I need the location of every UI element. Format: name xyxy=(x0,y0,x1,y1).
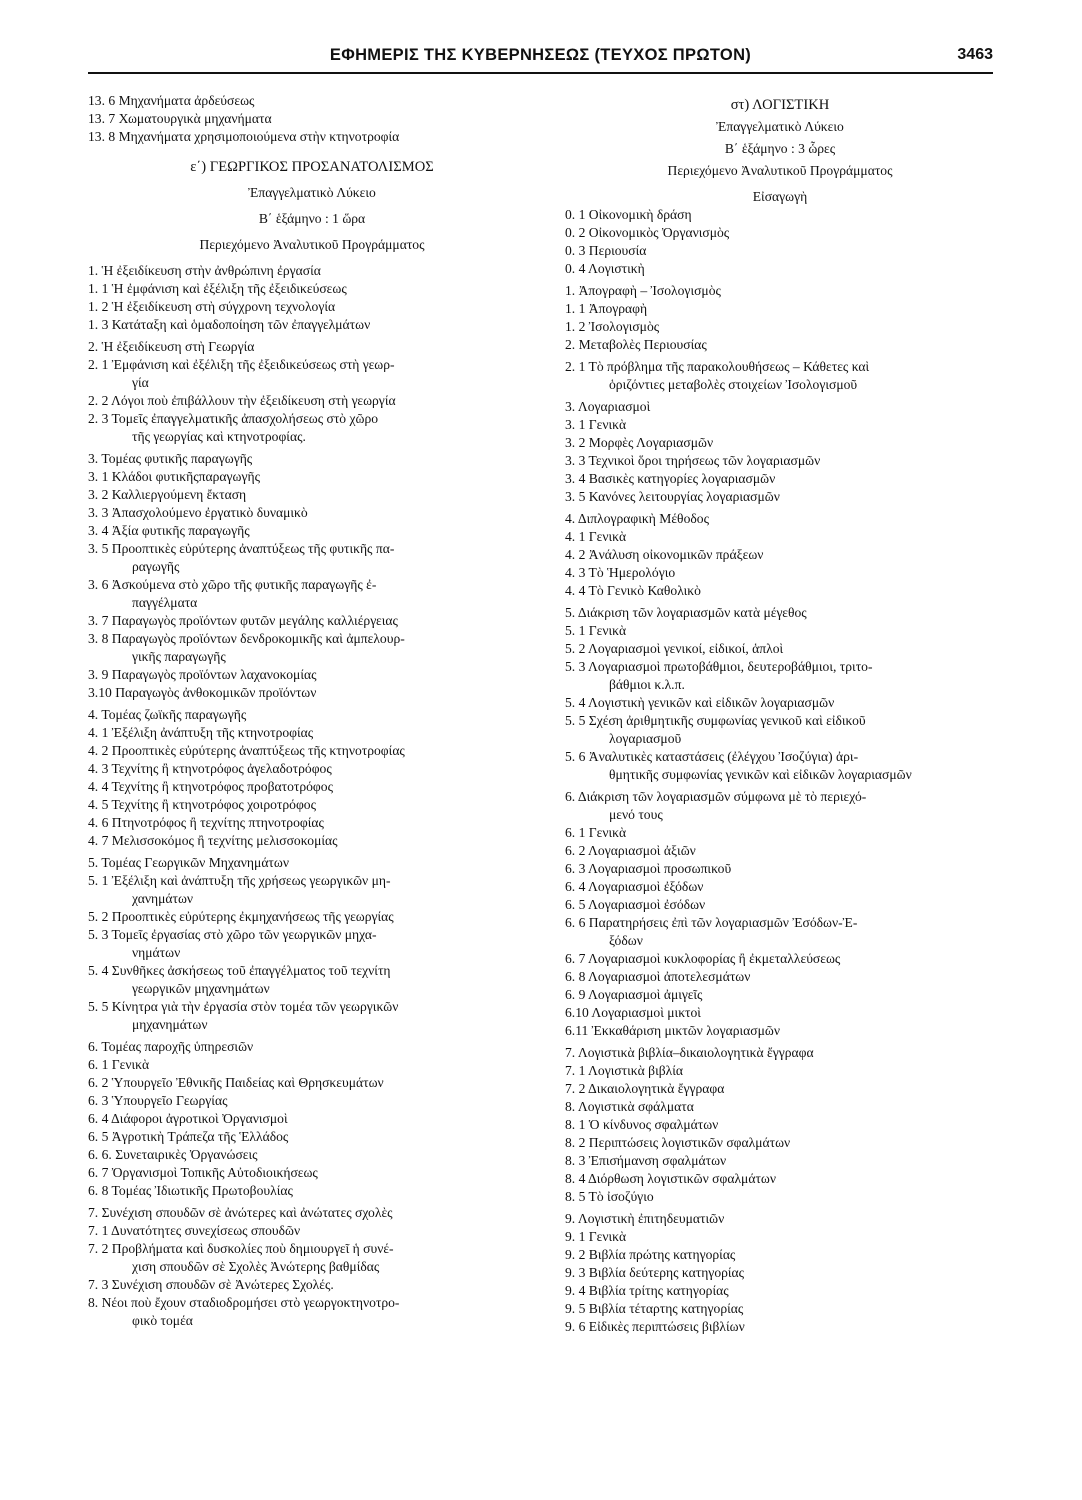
outline-item: 4. Διπλογραφικὴ Μέθοδος xyxy=(565,511,709,526)
outline-item: 0. 3 Περιουσία xyxy=(565,243,647,258)
outline-item: 3. 4 Ἀξία φυτικῆς παραγωγῆς xyxy=(88,523,250,538)
outline-item: 3. 1 Κλάδοι φυτικῆςπαραγωγῆς xyxy=(88,469,260,484)
spacer xyxy=(88,228,536,236)
spacer xyxy=(565,180,995,184)
outline-item: 4. 3 Τεχνίτης ἢ κτηνοτρόφος ἀγελαδοτρόφος xyxy=(88,761,332,776)
section-heading: ε΄) ΓΕΩΡΓΙΚΟΣ ΠΡΟΣΑΝΑΤΟΛΙΣΜΟΣ xyxy=(190,159,434,175)
outline-item: 2. 2 Λόγοι ποὺ ἐπιβάλλουν τὴν ἐξειδίκευση στὴ γεωργία xyxy=(88,393,396,408)
outline-item: 6. 4 Λογαριασμοὶ ἐξόδων xyxy=(565,879,704,894)
outline-item: 0. 2 Οἰκονομικὸς Ὀργανισμὸς xyxy=(565,225,730,240)
outline-item: 1. Ἡ ἐξειδίκευση στὴν ἀνθρώπινη ἐργασία xyxy=(88,263,321,278)
outline-item: 1. 1 Ἡ ἐμφάνιση καὶ ἐξέλιξη τῆς ἐξειδικεύσεως xyxy=(88,281,347,296)
outline-item: 7. Συνέχιση σπουδῶν σὲ ἀνώτερες καὶ ἀνώτατες σχολὲς xyxy=(88,1205,393,1220)
outline-item-continuation: γεωργικῶν μηχανημάτων xyxy=(132,981,270,996)
section-heading: στ) ΛΟΓΙΣΤΙΚΗ xyxy=(730,97,830,113)
outline-item: 4. 1 Ἐξέλιξη ἀνάπτυξη τῆς κτηνοτροφίας xyxy=(88,725,314,740)
outline-item: 3. 8 Παραγωγὸς προϊόντων δενδροκομικῆς καὶ ἀμπελουρ- xyxy=(88,631,405,646)
outline-item-continuation: ὁριζόντιες μεταβολὲς στοιχείων Ἰσολογισμοῦ xyxy=(609,377,858,392)
subsection-label: Εἰσαγωγὴ xyxy=(752,189,808,204)
outline-item: 5. 6 Ἀναλυτικὲς καταστάσεις (ἐλέγχου Ἰσοζύγια) ἀρι- xyxy=(565,749,859,764)
section-subtitle: Ἐπαγγελματικὸ Λύκειο xyxy=(248,185,376,200)
outline-item: 6. 4 Διάφοροι ἀγροτικοὶ Ὀργανισμοὶ xyxy=(88,1111,288,1126)
outline-item: 8. 1 Ὁ κίνδυνος σφαλμάτων xyxy=(565,1117,719,1132)
outline-item: 9. 1 Γενικὰ xyxy=(565,1229,627,1244)
outline-item: 5. 4 Λογιστικὴ γενικῶν καὶ εἰδικῶν λογαριασμῶν xyxy=(565,695,835,710)
outline-item: 6. 1 Γενικὰ xyxy=(88,1057,150,1072)
outline-item: 3. 1 Γενικὰ xyxy=(565,417,627,432)
outline-item: 13. 8 Μηχανήματα χρησιμοποιούμενα στὴν κτηνοτροφία xyxy=(88,129,400,144)
outline-item-continuation: ξόδων xyxy=(609,933,643,948)
outline-item: 3. 5 Κανόνες λειτουργίας λογαριασμῶν xyxy=(565,489,780,504)
outline-item: 7. 2 Προβλήματα καὶ δυσκολίες ποὺ δημιουργεῖ ἡ συνέ- xyxy=(88,1241,394,1256)
outline-item: 3. 2 Καλλιεργούμενη ἔκταση xyxy=(88,487,247,502)
outline-item-continuation: χιση σπουδῶν σὲ Σχολὲς Ἀνώτερης βαθμίδας xyxy=(132,1259,380,1274)
outline-item: 1. 3 Κατάταξη καὶ ὁμαδοποίηση τῶν ἐπαγγελμάτων xyxy=(88,317,371,332)
section-subtitle: Β΄ ἑξάμηνο : 1 ὥρα xyxy=(258,211,366,226)
outline-item: 3. 2 Μορφὲς Λογαριασμῶν xyxy=(565,435,714,450)
outline-item: 8. 2 Περιπτώσεις λογιστικῶν σφαλμάτων xyxy=(565,1135,791,1150)
outline-item: 6. 1 Γενικὰ xyxy=(565,825,627,840)
outline-item: 0. 4 Λογιστικὴ xyxy=(565,261,645,276)
outline-item: 6. 6 Παρατηρήσεις ἐπὶ τῶν λογαριασμῶν Ἐσόδων-Ἐ- xyxy=(565,915,858,930)
outline-item: 4. 5 Τεχνίτης ἢ κτηνοτρόφος χοιροτρόφος xyxy=(88,797,316,812)
outline-item: 7. 1 Δυνατότητες συνεχίσεως σπουδῶν xyxy=(88,1223,301,1238)
outline-item: 2. Ἡ ἐξειδίκευση στὴ Γεωργία xyxy=(88,339,255,354)
outline-item: 3.10 Παραγωγὸς ἀνθοκομικῶν προϊόντων xyxy=(88,685,317,700)
outline-item: 6. 5 Ἀγροτικὴ Τράπεζα τῆς Ἑλλάδος xyxy=(88,1129,289,1144)
outline-item: 3. 3 Τεχνικοὶ ὅροι τηρήσεως τῶν λογαριασμῶν xyxy=(565,453,821,468)
outline-item: 3. Λογαριασμοὶ xyxy=(565,399,651,414)
outline-item-continuation: χανημάτων xyxy=(132,891,194,906)
outline-item: 3. 3 Ἀπασχολούμενο ἐργατικὸ δυναμικὸ xyxy=(88,505,308,520)
outline-item-continuation: θμητικῆς συμφωνίας γενικῶν καὶ εἰδικῶν λογαριασμῶν xyxy=(609,767,912,782)
outline-item: 6. 7 Ὀργανισμοὶ Τοπικῆς Αὐτοδιοικήσεως xyxy=(88,1165,318,1180)
outline-item: 8. Λογιστικὰ σφάλματα xyxy=(565,1099,694,1114)
outline-item: 2. 3 Τομεῖς ἐπαγγελματικῆς ἀπασχολήσεως στὸ χῶρο xyxy=(88,411,379,426)
outline-item-continuation: τῆς γεωργίας καὶ κτηνοτροφίας. xyxy=(132,429,306,444)
outline-item: 2. 1 Τὸ πρόβλημα τῆς παρακολουθήσεως – Κάθετες καὶ xyxy=(565,359,870,374)
outline-item: 5. 1 Ἐξέλιξη καὶ ἀνάπτυξη τῆς χρήσεως γεωργικῶν μη- xyxy=(88,873,391,888)
outline-item-continuation: μηχανημάτων xyxy=(132,1017,208,1032)
outline-item: 5. 5 Σχέση ἀριθμητικῆς συμφωνίας γενικοῦ καὶ εἰδικοῦ xyxy=(565,713,866,728)
outline-item: 6. 2 Λογαριασμοὶ ἀξιῶν xyxy=(565,843,696,858)
outline-item-continuation: παγγέλματα xyxy=(132,595,198,610)
outline-item: 7. Λογιστικὰ βιβλία–δικαιολογητικὰ ἔγγραφα xyxy=(565,1045,814,1060)
outline-item-continuation: γία xyxy=(132,375,149,390)
outline-item: 9. 6 Εἰδικὲς περιπτώσεις βιβλίων xyxy=(565,1319,745,1334)
outline-item: 13. 6 Μηχανήματα ἀρδεύσεως xyxy=(88,93,255,108)
outline-item: 6. 3 Λογαριασμοὶ προσωπικοῦ xyxy=(565,861,732,876)
outline-item: 3. 4 Βασικὲς κατηγορίες λογαριασμῶν xyxy=(565,471,776,486)
outline-item: 4. 4 Τὸ Γενικὸ Καθολικὸ xyxy=(565,583,701,598)
outline-item: 6. 5 Λογαριασμοὶ ἐσόδων xyxy=(565,897,706,912)
outline-item: 6.10 Λογαριασμοὶ μικτοὶ xyxy=(565,1005,701,1020)
outline-item-continuation: γικῆς παραγωγῆς xyxy=(132,649,226,664)
outline-item: 7. 2 Δικαιολογητικὰ ἔγγραφα xyxy=(565,1081,725,1096)
outline-item: 3. 9 Παραγωγὸς προϊόντων λαχανοκομίας xyxy=(88,667,317,682)
outline-item: 6. 2 Ὑπουργεῖο Ἐθνικῆς Παιδείας καὶ Θρησκευμάτων xyxy=(88,1075,384,1090)
outline-item: 7. 1 Λογιστικὰ βιβλία xyxy=(565,1063,684,1078)
outline-item: 3. Τομέας φυτικῆς παραγωγῆς xyxy=(88,451,253,466)
page-header xyxy=(88,44,993,74)
spacer xyxy=(88,146,536,154)
outline-item: 5. 3 Λογαριασμοὶ πρωτοβάθμιοι, δευτεροβάθμιοι, τριτο- xyxy=(565,659,873,674)
outline-item: 5. 5 Κίνητρα γιὰ τὴν ἐργασία στὸν τομέα τῶν γεωργικῶν xyxy=(88,999,399,1014)
outline-item: 2. Μεταβολὲς Περιουσίας xyxy=(565,337,707,352)
section-subtitle: Περιεχόμενο Ἀναλυτικοῦ Προγράμματος xyxy=(199,237,425,252)
outline-item: 9. 4 Βιβλία τρίτης κατηγορίας xyxy=(565,1283,729,1298)
outline-item: 6. 7 Λογαριασμοὶ κυκλοφορίας ἢ ἐκμεταλλεύσεως xyxy=(565,951,841,966)
outline-item: 0. 1 Οἰκονομικὴ δράση xyxy=(565,207,692,222)
outline-item: 1. 2 Ἰσολογισμὸς xyxy=(565,319,660,334)
outline-item: 9. Λογιστικὴ ἐπιτηδευματιῶν xyxy=(565,1211,725,1226)
outline-item: 4. 1 Γενικὰ xyxy=(565,529,627,544)
outline-item: 1. 1 Ἀπογραφὴ xyxy=(565,301,648,316)
left-column xyxy=(88,92,536,1330)
outline-item: 4. 3 Τὸ Ἡμερολόγιο xyxy=(565,565,676,580)
outline-item: 5. 3 Τομεῖς ἐργασίας στὸ χῶρο τῶν γεωργικῶν μηχα- xyxy=(88,927,377,942)
section-subtitle: Περιεχόμενο Ἀναλυτικοῦ Προγράμματος xyxy=(667,163,893,178)
outline-item: 4. 7 Μελισσοκόμος ἢ τεχνίτης μελισσοκομίας xyxy=(88,833,338,848)
page-number: 3463 xyxy=(957,46,993,63)
outline-item: 5. 1 Γενικὰ xyxy=(565,623,627,638)
outline-item: 6.11 Ἐκκαθάριση μικτῶν λογαριασμῶν xyxy=(565,1023,781,1038)
outline-item: 8. 3 Ἐπισήμανση σφαλμάτων xyxy=(565,1153,727,1168)
outline-item: 8. 4 Διόρθωση λογιστικῶν σφαλμάτων xyxy=(565,1171,777,1186)
outline-item: 6. 6. Συνεταιρικὲς Ὀργανώσεις xyxy=(88,1147,258,1162)
outline-item: 1. 2 Ἡ ἐξειδίκευση στὴ σύγχρονη τεχνολογία xyxy=(88,299,336,314)
outline-item: 5. Διάκριση τῶν λογαριασμῶν κατὰ μέγεθος xyxy=(565,605,807,620)
outline-item: 5. Τομέας Γεωργικῶν Μηχανημάτων xyxy=(88,855,289,870)
outline-item: 9. 2 Βιβλία πρώτης κατηγορίας xyxy=(565,1247,736,1262)
outline-item: 6. Τομέας παροχῆς ὑπηρεσιῶν xyxy=(88,1039,254,1054)
outline-item: 3. 7 Παραγωγὸς προϊόντων φυτῶν μεγάλης καλλιέργειας xyxy=(88,613,398,628)
outline-item: 6. 8 Τομέας Ἰδιωτικῆς Πρωτοβουλίας xyxy=(88,1183,293,1198)
outline-item: 6. 8 Λογαριασμοὶ ἀποτελεσμάτων xyxy=(565,969,751,984)
outline-item: 3. 6 Ἀσκούμενα στὸ χῶρο τῆς φυτικῆς παραγωγῆς ἐ- xyxy=(88,577,377,592)
outline-item: 4. 2 Προοπτικὲς εὐρύτερης ἀναπτύξεως τῆς κτηνοτροφίας xyxy=(88,743,405,758)
outline-item-continuation: ραγωγῆς xyxy=(132,559,180,574)
outline-item: 3. 5 Προοπτικὲς εὐρύτερης ἀναπτύξεως τῆς φυτικῆς πα- xyxy=(88,541,395,556)
section-subtitle: Β΄ ἑξάμηνο : 3 ὧρες xyxy=(724,141,836,156)
outline-item: 6. Διάκριση τῶν λογαριασμῶν σύμφωνα μὲ τὸ περιεχό- xyxy=(565,789,867,804)
spacer xyxy=(88,176,536,184)
outline-item: 5. 2 Λογαριασμοὶ γενικοί, εἰδικοί, ἁπλοὶ xyxy=(565,641,784,656)
outline-item: 8. Νέοι ποὺ ἔχουν σταδιοδρομήσει στὸ γεωργοκτηνοτρο- xyxy=(88,1295,400,1310)
outline-item-continuation: λογαριασμοῦ xyxy=(609,731,682,746)
outline-item: 4. 4 Τεχνίτης ἢ κτηνοτρόφος προβατοτρόφος xyxy=(88,779,333,794)
section-subtitle: Ἐπαγγελματικὸ Λύκειο xyxy=(716,119,844,134)
outline-item: 9. 3 Βιβλία δεύτερης κατηγορίας xyxy=(565,1265,745,1280)
gazette-title: ΕΦΗΜΕΡΙΣ ΤΗΣ ΚΥΒΕΡΝΗΣΕΩΣ (ΤΕΥΧΟΣ ΠΡΩΤΟΝ) xyxy=(329,46,752,64)
outline-item: 5. 4 Συνθῆκες ἀσκήσεως τοῦ ἐπαγγέλματος τοῦ τεχνίτη xyxy=(88,963,391,978)
spacer xyxy=(88,254,536,262)
outline-item: 6. 3 Ὑπουργεῖο Γεωργίας xyxy=(88,1093,228,1108)
outline-item-continuation: νημάτων xyxy=(132,945,181,960)
outline-item: 9. 5 Βιβλία τέταρτης κατηγορίας xyxy=(565,1301,744,1316)
outline-item-continuation: βάθμιοι κ.λ.π. xyxy=(609,677,685,692)
outline-item: 13. 7 Χωματουργικὰ μηχανήματα xyxy=(88,111,272,126)
outline-item: 6. 9 Λογαριασμοὶ ἀμιγεῖς xyxy=(565,987,703,1002)
outline-item-continuation: μενό τους xyxy=(609,807,663,822)
outline-item-continuation: φικὸ τομέα xyxy=(132,1313,193,1328)
spacer xyxy=(88,202,536,210)
outline-item: 4. Τομέας ζωϊκῆς παραγωγῆς xyxy=(88,707,247,722)
outline-item: 4. 2 Ἀνάλυση οἰκονομικῶν πράξεων xyxy=(565,547,764,562)
outline-item: 4. 6 Πτηνοτρόφος ἢ τεχνίτης πτηνοτροφίας xyxy=(88,815,324,830)
outline-item: 2. 1 Ἐμφάνιση καὶ ἐξέλιξη τῆς ἐξειδικεύσεως στὴ γεωρ- xyxy=(88,357,395,372)
outline-item: 7. 3 Συνέχιση σπουδῶν σὲ Ἀνώτερες Σχολές. xyxy=(88,1277,334,1292)
outline-item: 8. 5 Τὸ ἰσοζύγιο xyxy=(565,1189,654,1204)
right-column xyxy=(565,92,995,1336)
outline-item: 5. 2 Προοπτικὲς εὐρύτερης ἐκμηχανήσεως τῆς γεωργίας xyxy=(88,909,394,924)
outline-item: 1. Ἀπογραφὴ – Ἰσολογισμὸς xyxy=(565,283,721,298)
